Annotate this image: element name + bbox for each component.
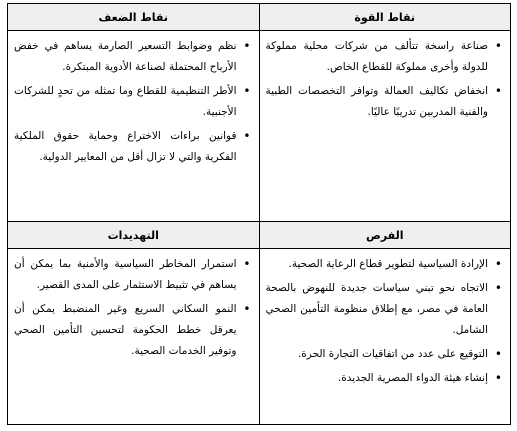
weaknesses-item: • الأطر التنظيمية للقطاع وما تمثله من تحدٍ للشركات الأجنبية. xyxy=(14,81,251,123)
strengths-cell xyxy=(259,31,511,222)
opportunities-item: • إنشاء هيئة الدواء المصرية الجديدة. xyxy=(266,368,503,389)
opportunities-list xyxy=(260,249,511,394)
threats-cell xyxy=(8,249,260,425)
weaknesses-item: • نظم وضوابط التسعير الصارمة يساهم في خفض الأرباح المحتملة لصناعة الأدوية المبتكرة. xyxy=(14,36,251,78)
strengths-item: • انخفاض تكاليف العمالة وتوافر التخصصات الطبية والفنية المدربين تدريبًا عاليًا. xyxy=(266,81,503,123)
threats-list xyxy=(8,249,259,367)
opportunities-header: الفرص xyxy=(259,222,511,249)
threats-item: • النمو السكاني السريع وغير المنضبط يمكن أن يعرقل خطط الحكومة لتحسين التأمين الصحي وتوفير الخدمات الصحية. xyxy=(14,299,251,362)
swot-header-row-1 xyxy=(8,4,511,31)
strengths-item: • صناعة راسخة تتألف من شركات محلية مملوكة للدولة وأخرى مملوكة للقطاع الخاص. xyxy=(266,36,503,78)
swot-body-row-1 xyxy=(8,31,511,222)
weaknesses-header: نقاط الضعف xyxy=(8,4,260,31)
weaknesses-cell xyxy=(8,31,260,222)
swot-table xyxy=(7,3,511,425)
opportunities-item: • التوقيع على عدد من اتفاقيات التجارة الحرة. xyxy=(266,344,503,365)
strengths-list xyxy=(260,31,511,128)
strengths-header: نقاط القوة xyxy=(259,4,511,31)
opportunities-item: • الاتجاه نحو تبني سياسات جديدة للنهوض بالصحة العامة في مصر، مع إطلاق منظومة التأمين الصحي الشامل. xyxy=(266,278,503,341)
swot-header-row-2 xyxy=(8,222,511,249)
weaknesses-list xyxy=(8,31,259,173)
swot-body-row-2 xyxy=(8,249,511,425)
threats-item: • استمرار المخاطر السياسية والأمنية بما يمكن أن يساهم في تثبيط الاستثمار على المدى القصير. xyxy=(14,254,251,296)
opportunities-item: • الإرادة السياسية لتطوير قطاع الرعاية الصحية. xyxy=(266,254,503,275)
weaknesses-item: • قوانين براءات الاختراع وحماية حقوق الملكية الفكرية والتي لا تزال أقل من المعايير الدولية. xyxy=(14,126,251,168)
threats-header: التهديدات xyxy=(8,222,260,249)
opportunities-cell xyxy=(259,249,511,425)
